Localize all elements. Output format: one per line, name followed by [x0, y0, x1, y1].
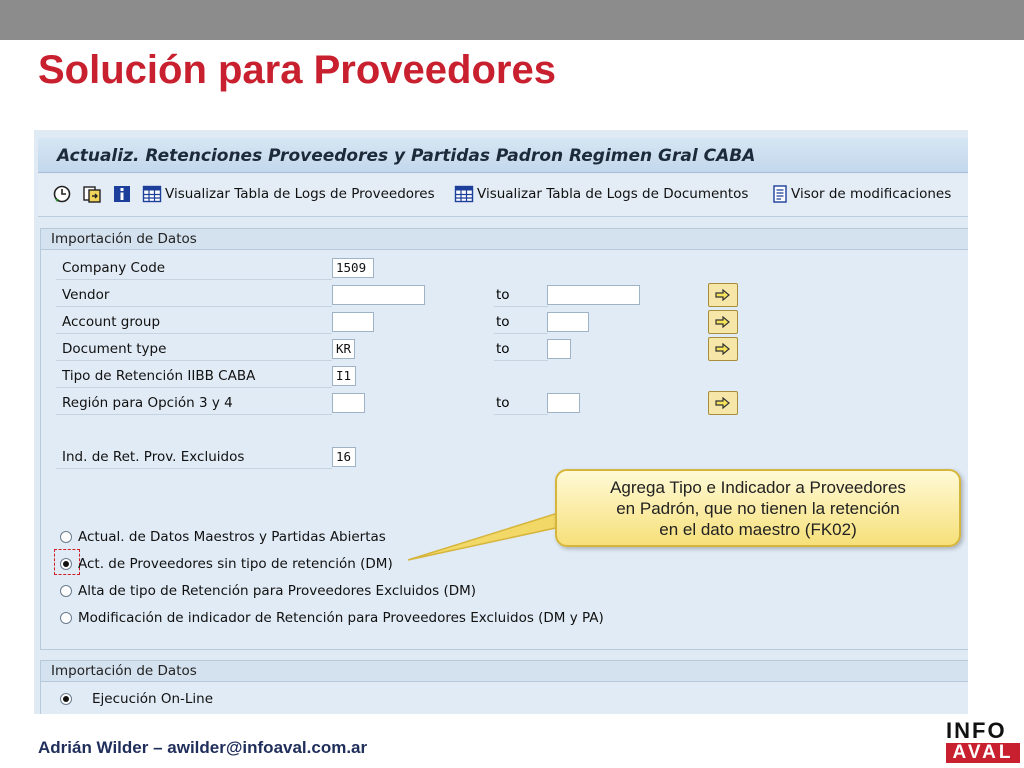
application-toolbar — [38, 174, 968, 217]
multiple-selection-button[interactable] — [708, 283, 738, 307]
account-group-high-input[interactable] — [547, 312, 589, 332]
field-label: Tipo de Retención IIBB CABA — [56, 366, 332, 388]
company-code-input[interactable]: 1509 — [332, 258, 374, 278]
account-group-low-input[interactable] — [332, 312, 374, 332]
field-row-account-group — [56, 312, 956, 334]
field-row-ind-ret — [56, 447, 956, 469]
visor-modificaciones-button[interactable] — [772, 183, 951, 205]
to-label: to — [494, 393, 548, 415]
radio-act-proveedores-sin-tipo[interactable] — [60, 554, 393, 574]
ind-ret-excluidos-input[interactable]: 16 — [332, 447, 356, 467]
radio-label: Ejecución On-Line — [92, 691, 214, 707]
execute-clock-icon — [52, 184, 72, 204]
info-button[interactable] — [112, 183, 132, 205]
field-row-region — [56, 393, 956, 415]
radio-label: Modificación de indicador de Retención para Proveedores Excluidos (DM y PA) — [78, 610, 604, 626]
radio-label: Act. de Proveedores sin tipo de retención (DM) — [78, 556, 393, 572]
arrow-right-icon — [715, 313, 731, 332]
get-variant-icon — [82, 184, 102, 204]
logo-text-top: INFO — [946, 718, 1007, 743]
field-label: Ind. de Ret. Prov. Excluidos — [56, 447, 332, 469]
field-row-document-type — [56, 339, 956, 361]
logs-proveedores-button[interactable] — [142, 183, 435, 205]
logs-proveedores-label: Visualizar Tabla de Logs de Proveedores — [165, 186, 435, 202]
radio-actual-datos-maestros[interactable] — [60, 527, 386, 547]
get-variant-button[interactable] — [82, 183, 102, 205]
window-title-bar — [38, 138, 968, 173]
document-list-icon — [772, 184, 788, 204]
logs-documentos-label: Visualizar Tabla de Logs de Documentos — [477, 186, 749, 202]
tipo-retencion-input[interactable]: I1 — [332, 366, 356, 386]
field-label: Company Code — [56, 258, 332, 280]
table-grid-icon — [454, 184, 474, 204]
radio-label: Actual. de Datos Maestros y Partidas Abiertas — [78, 529, 386, 545]
footer-author: Adrián Wilder – awilder@infoaval.com.ar — [38, 738, 368, 757]
logo-text-bottom: AVAL — [946, 743, 1020, 763]
execute-button[interactable] — [52, 183, 72, 205]
vendor-high-input[interactable] — [547, 285, 640, 305]
field-row-tipo-retencion — [56, 366, 956, 388]
radio-button-selected[interactable] — [60, 558, 72, 570]
region-high-input[interactable] — [547, 393, 580, 413]
to-label: to — [494, 339, 548, 361]
vendor-low-input[interactable] — [332, 285, 425, 305]
visor-modificaciones-label: Visor de modificaciones — [791, 186, 952, 202]
radio-label: Alta de tipo de Retención para Proveedores Excluidos (DM) — [78, 583, 477, 599]
table-grid-icon — [142, 184, 162, 204]
arrow-right-icon — [715, 394, 731, 413]
info-icon — [112, 184, 132, 204]
field-label: Vendor — [56, 285, 332, 307]
group-header: Importación de Datos — [41, 229, 968, 250]
infoaval-logo — [946, 720, 1022, 766]
callout-note — [555, 469, 961, 547]
logs-documentos-button[interactable] — [454, 183, 748, 205]
radio-alta-tipo-retencion[interactable] — [60, 581, 476, 601]
arrow-right-icon — [715, 340, 731, 359]
radio-modificacion-indicador[interactable] — [60, 608, 604, 628]
slide-title: Solución para Proveedores — [38, 48, 556, 92]
field-row-company-code — [56, 258, 956, 280]
radio-ejecucion-online[interactable] — [60, 689, 213, 709]
multiple-selection-button[interactable] — [708, 337, 738, 361]
callout-text: Agrega Tipo e Indicador a Proveedores en Padrón, que no tienen la retención en el dato maestro (FK02) — [610, 477, 906, 539]
field-row-vendor — [56, 285, 956, 307]
field-label: Región para Opción 3 y 4 — [56, 393, 332, 415]
radio-button[interactable] — [60, 612, 72, 624]
radio-button[interactable] — [60, 585, 72, 597]
sap-screen — [34, 130, 968, 714]
window-title: Actualiz. Retenciones Proveedores y Partidas Padron Regimen Gral CABA — [57, 146, 756, 166]
region-low-input[interactable] — [332, 393, 365, 413]
to-label: to — [494, 285, 548, 307]
document-type-high-input[interactable] — [547, 339, 571, 359]
to-label: to — [494, 312, 548, 334]
top-bar — [0, 0, 1024, 40]
field-label: Document type — [56, 339, 332, 361]
radio-button[interactable] — [60, 531, 72, 543]
document-type-low-input[interactable]: KR — [332, 339, 355, 359]
field-label: Account group — [56, 312, 332, 334]
radio-button-selected[interactable] — [60, 693, 72, 705]
multiple-selection-button[interactable] — [708, 391, 738, 415]
multiple-selection-button[interactable] — [708, 310, 738, 334]
group-header: Importación de Datos — [41, 661, 968, 682]
arrow-right-icon — [715, 286, 731, 305]
